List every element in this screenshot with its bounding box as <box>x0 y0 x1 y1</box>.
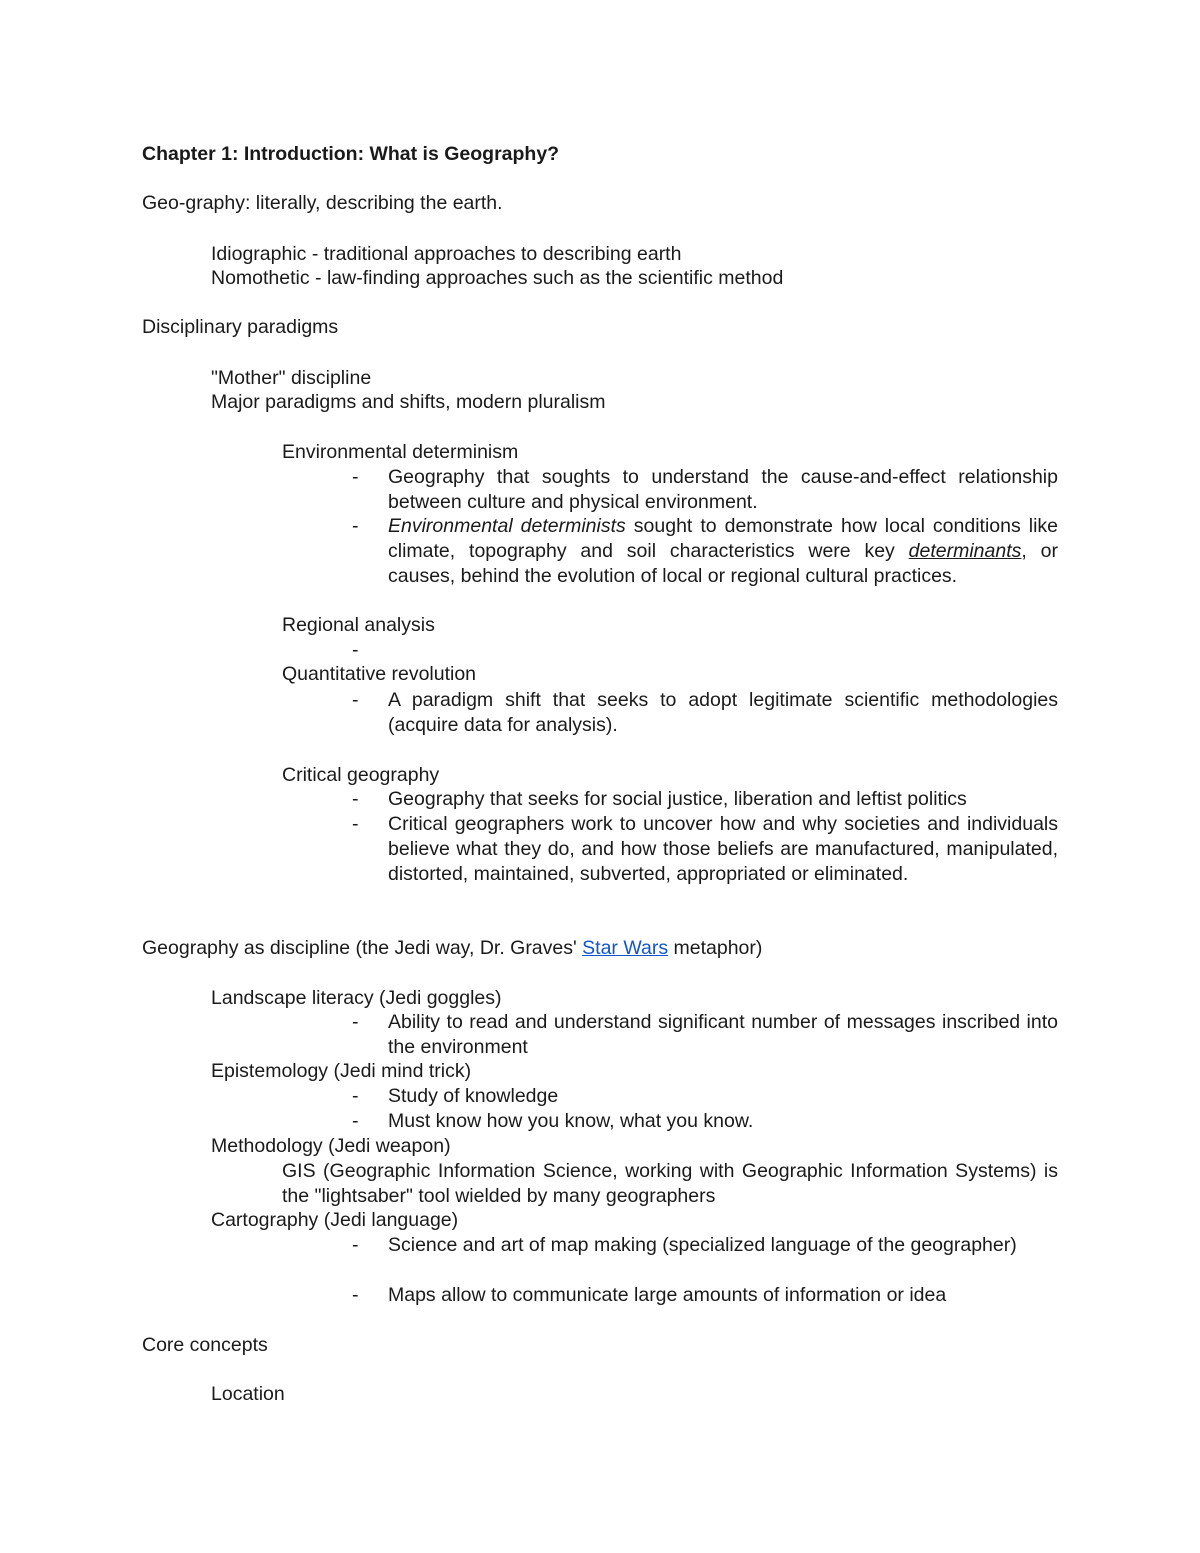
bullet-dash: - <box>352 1234 359 1256</box>
critical-bullet-2: Critical geographers work to uncover how and why societies and individuals believe what they do, and how those beliefs are manufactured, manipulated, distorted, maintained, subverted, appropriated or eliminated. <box>388 813 1058 885</box>
core-concepts-heading: Core concepts <box>142 1334 268 1356</box>
methodology-heading: Methodology (Jedi weapon) <box>211 1135 451 1157</box>
star-wars-link[interactable]: Star Wars <box>582 937 669 959</box>
critical-bullet-1: Geography that seeks for social justice, liberation and leftist politics <box>388 788 967 810</box>
bullet-dash: - <box>352 788 359 810</box>
bullet-dash: - <box>352 689 359 711</box>
location-heading: Location <box>211 1383 285 1405</box>
bullet-dash: - <box>352 1085 359 1107</box>
cartography-heading: Cartography (Jedi language) <box>211 1209 459 1231</box>
nomothetic-line: Nomothetic - law-finding approaches such as the scientific method <box>211 267 784 289</box>
discipline-heading: Geography as discipline (the Jedi way, Dr. Graves' Star Wars metaphor) <box>142 937 763 959</box>
bullet-dash: - <box>352 639 359 661</box>
bullet-dash: - <box>352 515 359 537</box>
env-determinism-heading: Environmental determinism <box>282 441 519 463</box>
bullet-dash: - <box>352 1284 359 1306</box>
bullet-dash: - <box>352 1110 359 1132</box>
idiographic-line: Idiographic - traditional approaches to describing earth <box>211 243 682 265</box>
paradigms-heading: Disciplinary paradigms <box>142 316 339 338</box>
env-determinism-bullet-1: Geography that soughts to understand the cause-and-effect relationship between culture and physical environment. <box>388 466 1058 513</box>
methodology-text: GIS (Geographic Information Science, working with Geographic Information Systems) is the "lightsaber" tool wielded by many geographers <box>282 1160 1058 1207</box>
epistemology-bullet-1: Study of knowledge <box>388 1085 559 1107</box>
quantitative-revolution-heading: Quantitative revolution <box>282 663 477 685</box>
mother-discipline-line: "Mother" discipline <box>211 367 372 389</box>
determinants-term: determinants <box>908 539 1022 562</box>
epistemology-heading: Epistemology (Jedi mind trick) <box>211 1060 472 1082</box>
landscape-bullet-1: Ability to read and understand significant number of messages inscribed into the environment <box>388 1011 1058 1058</box>
landscape-literacy-heading: Landscape literacy (Jedi goggles) <box>211 987 502 1009</box>
quantitative-bullet-1: A paradigm shift that seeks to adopt legitimate scientific methodologies (acquire data for analysis). <box>388 689 1058 736</box>
epistemology-bullet-2: Must know how you know, what you know. <box>388 1110 754 1132</box>
env-determinists-term: Environmental determinists <box>388 515 626 537</box>
intro-line: Geo-graphy: literally, describing the earth. <box>142 192 503 214</box>
regional-analysis-heading: Regional analysis <box>282 614 435 636</box>
critical-geography-heading: Critical geography <box>282 764 440 786</box>
cartography-bullet-1: Science and art of map making (specialized language of the geographer) <box>388 1234 1017 1256</box>
bullet-dash: - <box>352 1011 359 1033</box>
env-determinism-bullet-2: Environmental determinists sought to demonstrate how local conditions like climate, topography and soil characteristics were key determinants, or causes, behind the evolution of local or regional cultural practices. <box>388 515 1058 587</box>
bullet-dash: - <box>352 466 359 488</box>
cartography-bullet-2: Maps allow to communicate large amounts of information or idea <box>388 1284 947 1306</box>
bullet-dash: - <box>352 813 359 835</box>
chapter-title: Chapter 1: Introduction: What is Geography? <box>142 143 560 165</box>
major-paradigms-line: Major paradigms and shifts, modern pluralism <box>211 391 606 413</box>
